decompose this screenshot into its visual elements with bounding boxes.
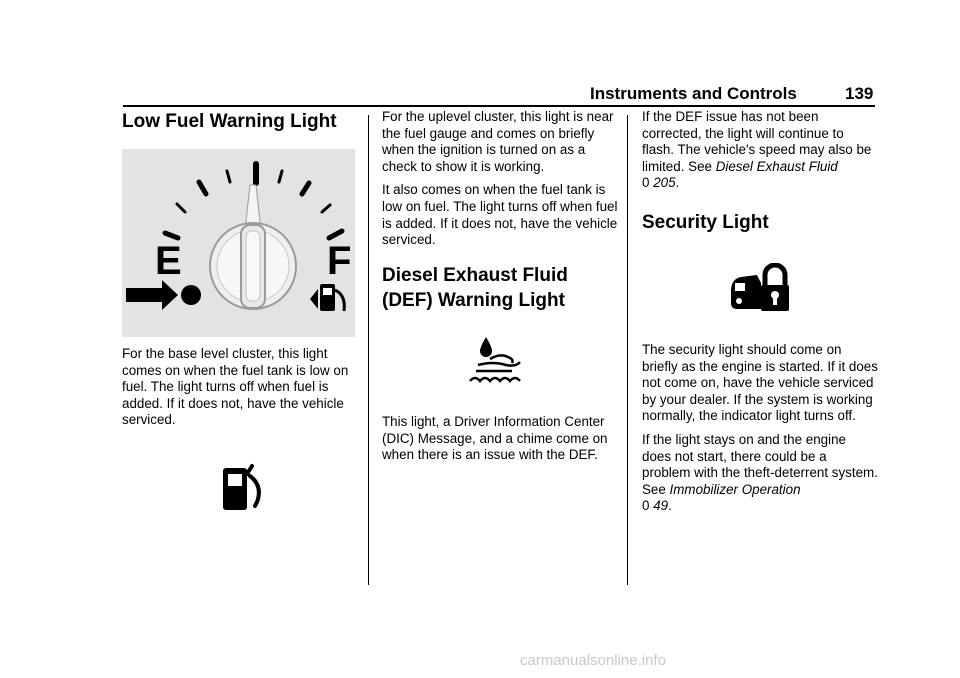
column-divider-2 [627, 115, 628, 585]
security-light-icon [727, 263, 789, 318]
section-title: Instruments and Controls [590, 84, 797, 103]
page-ref-symbol: 0 [642, 175, 650, 191]
column-3-body [642, 342, 878, 515]
page-ref-symbol-2: 0 [642, 498, 650, 514]
def-heading-line-1: Diesel Exhaust Fluid [382, 264, 568, 286]
column-2-body [382, 414, 618, 464]
low-fuel-paragraph: For the base level cluster, this light comes on when the fuel tank is low on fuel. The light turns off when fuel is added. If it does not, have the vehicle serviced. [122, 346, 349, 428]
security-light-heading: Security Light [642, 211, 769, 233]
column-divider-1 [368, 115, 369, 585]
fuel-gauge-illustration [122, 149, 355, 337]
immobilizer-crossref-link[interactable]: Immobilizer Operation [669, 481, 801, 497]
immobilizer-page-ref[interactable]: 49 [653, 498, 669, 514]
low-fuel-paragraph-2: It also comes on when the fuel tank is low on fuel. The light turns off when fuel is added. If it does not, have the vehicle serviced. [382, 182, 618, 248]
def-warning-icon [468, 335, 528, 392]
def-heading-line-2: (DEF) Warning Light [382, 289, 565, 311]
page-header [0, 0, 960, 110]
watermark: carmanualsonline.info [520, 652, 666, 669]
def-crossref-link[interactable]: Diesel Exhaust Fluid [715, 158, 838, 174]
def-paragraph: This light, a Driver Information Center (DIC) Message, and a chime come on when there is an issue with the DEF. [382, 414, 608, 463]
low-fuel-heading: Low Fuel Warning Light [122, 111, 337, 132]
column-3 [642, 109, 878, 235]
column-2 [382, 109, 618, 313]
column-1 [122, 109, 358, 134]
header-rule [123, 105, 875, 107]
def-page-ref[interactable]: 205 [653, 175, 676, 191]
security-paragraph-2: If the light stays on and the engine does not start, there could be a problem with the theft-deterrent system. See Immobilizer Operation 0 49. [642, 431, 878, 514]
fuel-pump-icon [221, 462, 265, 517]
security-paragraph-1: The security light should come on briefly as the engine is started. If it does not come on, have the vehicle serviced by your dealer. If the system is working normally, the indicator light turns off. [642, 342, 878, 424]
page-number: 139 [845, 84, 874, 103]
column-1-body [122, 346, 358, 429]
uplevel-paragraph: For the uplevel cluster, this light is near the fuel gauge and comes on briefly when the ignition is turned on as a check to show it is working. [382, 109, 614, 174]
gauge-empty-label: E [155, 239, 182, 283]
def-continued-paragraph: If the DEF issue has not been corrected, the light will continue to flash. The vehicle's speed may also be limited. See Diesel Exhaust Fluid 0 205. [642, 109, 872, 191]
gauge-full-label: F [327, 239, 352, 283]
